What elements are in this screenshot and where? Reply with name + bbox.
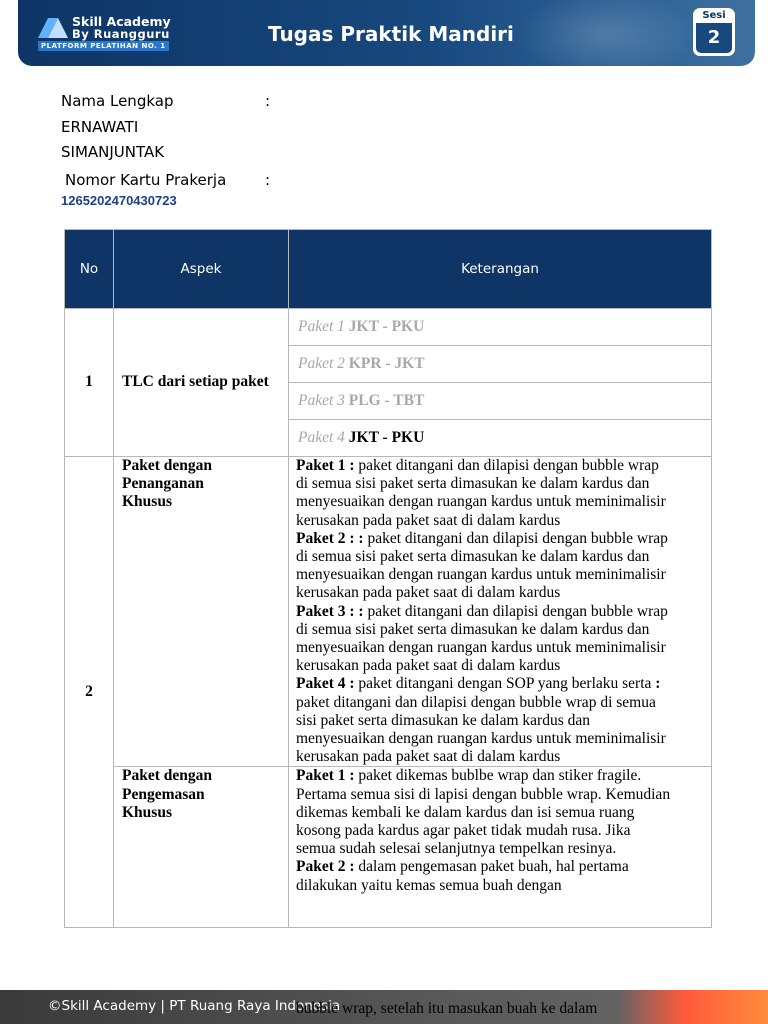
header-keterangan: Keterangan	[289, 230, 712, 309]
row1-aspek: TLC dari setiap paket	[114, 309, 289, 457]
session-badge	[693, 8, 735, 56]
logo-text-primary: Skill Academy	[72, 14, 171, 29]
skill-academy-logo	[38, 14, 188, 52]
header-aspek: Aspek	[114, 230, 289, 309]
paket-label: Paket 1 :	[296, 767, 355, 785]
paket-label: Paket 2 :	[296, 858, 355, 876]
paket-description: paket dikemas bublbe wrap dan stiker fragile. Pertama semua sisi di lapisi dengan bubble wrap. Kemudian dikemas kembali ke dalam kardus dan isi semua ruang kosong pada kardus agar paket tidak mudah rusa. Jika semua sudah selesai selanjutnya tempelkan resinya.	[296, 767, 671, 858]
table-row	[65, 309, 712, 346]
paket-description: paket ditangani dengan SOP yang berlaku serta	[354, 675, 656, 693]
card-number: 1265202470430723	[61, 193, 177, 208]
logo-mark-icon	[38, 16, 68, 38]
session-label: Sesi	[702, 10, 726, 21]
header-decoration	[515, 0, 695, 66]
name-value-line1: ERNAWATI	[61, 118, 139, 136]
paket-label: Paket 2	[298, 354, 345, 372]
row3-aspek: Paket dengan Pengemasan Khusus	[114, 767, 289, 928]
paket-route-cell	[289, 309, 712, 346]
row1-no: 1	[65, 309, 114, 457]
paket-route: JKT - PKU	[348, 317, 425, 335]
logo-tagline: PLATFORM PELATIHAN NO. 1	[38, 41, 169, 51]
paket-label: Paket 3	[298, 391, 345, 409]
page-title: Tugas Praktik Mandiri	[268, 22, 514, 46]
paket-description: dalam pengemasan paket buah, hal pertama dilakukan yaitu kemas semua buah dengan	[296, 858, 629, 894]
footer-text: ©Skill Academy | PT Ruang Raya Indonesia	[48, 998, 341, 1014]
row3-keterangan	[289, 767, 712, 928]
paket-description: paket ditangani dan dilapisi dengan bubble wrap di semua sisi paket serta dimasukan ke dalam kardus dan menyesuaikan dengan ruangan kardus untuk meminimalisir kerusakan pada paket saat di dalam kardus	[296, 602, 668, 675]
paket-label: Paket 3 : :	[296, 602, 364, 620]
paket-route-cell	[289, 346, 712, 383]
row2-aspek: Paket dengan Penanganan Khusus	[114, 457, 289, 767]
paket-label: Paket 1	[298, 317, 345, 335]
task-table	[64, 229, 712, 928]
paket-route: PLG - TBT	[348, 391, 425, 409]
card-colon: :	[265, 171, 271, 189]
paket-description: paket ditangani dan dilapisi dengan bubble wrap di semua sisi paket serta dimasukan ke dalam kardus dan menyesuaikan dengan ruangan kardus untuk meminimalisir kerusakan pada paket saat di dalam kardus	[296, 457, 666, 529]
overflow-text-line: bubble wrap, setelah itu masukan buah ke dalam	[296, 1000, 598, 1017]
footer-accent	[618, 990, 768, 1024]
name-colon: :	[265, 92, 271, 110]
name-label: Nama Lengkap	[61, 92, 174, 110]
row2-keterangan	[289, 457, 712, 767]
name-value-line2: SIMANJUNTAK	[61, 143, 165, 161]
paket-description: paket ditangani dan dilapisi dengan bubble wrap di semua sisi paket serta dimasukan ke dalam kardus dan menyesuaikan dengan ruangan kardus untuk meminimalisir kerusakan pada paket saat di dalam kardus	[296, 693, 666, 766]
row2-no: 2	[65, 457, 114, 928]
paket-label: Paket 4 :	[296, 675, 355, 693]
header-no: No	[65, 230, 114, 309]
session-number: 2	[696, 23, 732, 53]
paket-route-cell	[289, 383, 712, 420]
table-row	[65, 457, 712, 767]
table-row	[65, 767, 712, 928]
paket-route: KPR - JKT	[348, 354, 425, 372]
paket-label: :	[655, 675, 661, 693]
paket-label: Paket 4	[298, 428, 345, 446]
card-label: Nomor Kartu Prakerja	[65, 171, 227, 189]
paket-label: Paket 2 : :	[296, 529, 364, 547]
table-header-row	[65, 230, 712, 309]
header-banner	[18, 0, 755, 66]
paket-label: Paket 1 :	[296, 457, 355, 474]
paket-route: JKT - PKU	[348, 428, 425, 446]
logo-text-secondary: By Ruangguru	[72, 27, 170, 41]
paket-description: paket ditangani dan dilapisi dengan bubble wrap di semua sisi paket serta dimasukan ke dalam kardus dan menyesuaikan dengan ruangan kardus untuk meminimalisir kerusakan pada paket saat di dalam kardus	[296, 529, 668, 602]
paket-route-cell	[289, 420, 712, 457]
